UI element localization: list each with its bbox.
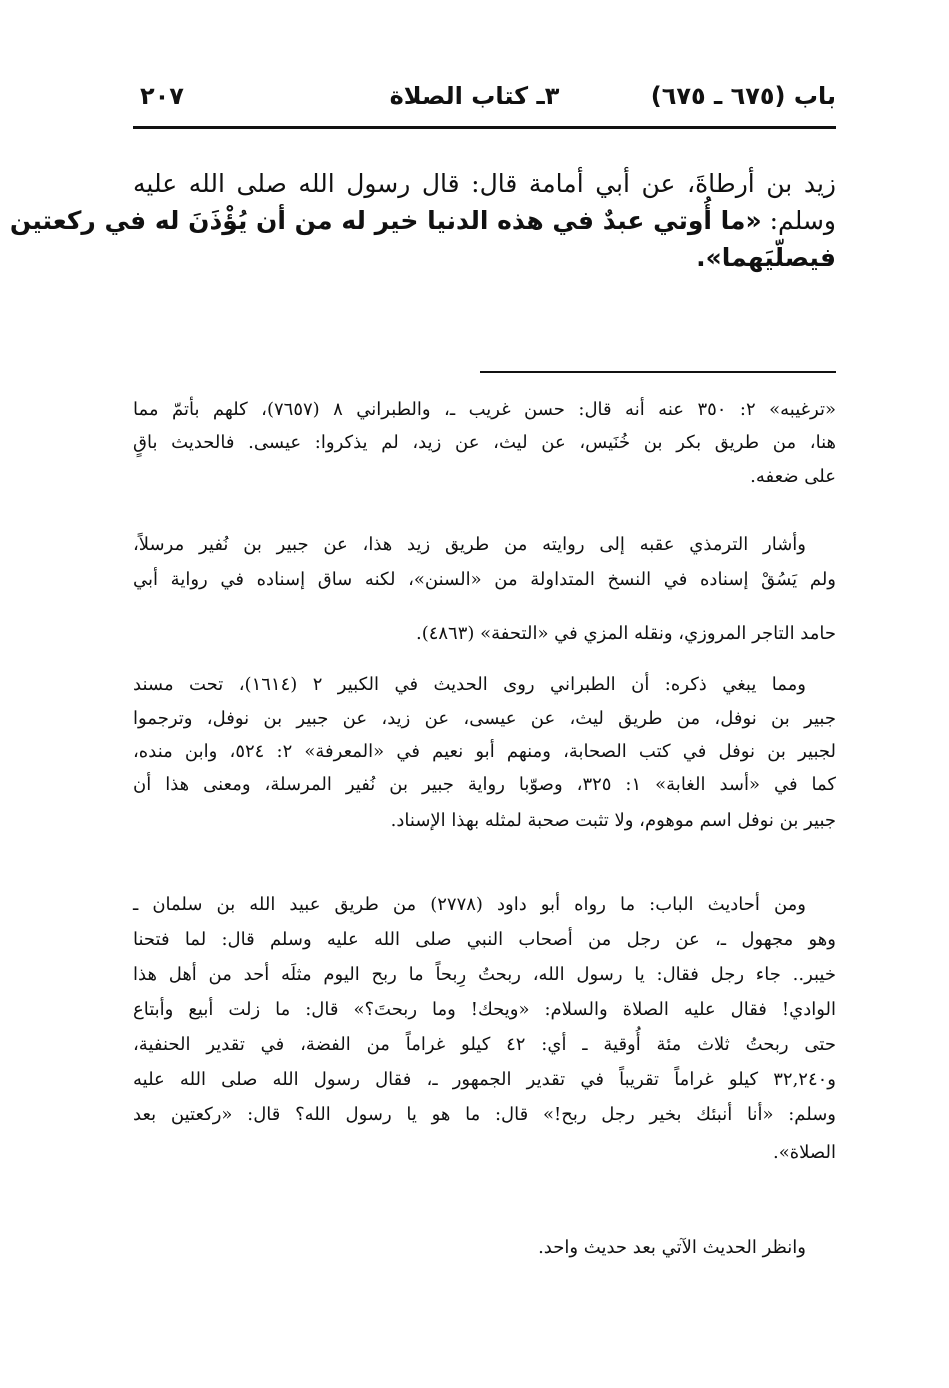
- text-plain: وسلم:: [761, 206, 836, 235]
- main-text-line: [9, 203, 836, 239]
- text-plain: زيد بن أرطاةَ، عن أبي أمامة قال: قال رسول الله صلى الله عليه: [133, 169, 836, 198]
- footnote-line: وانظر الحديث الآتي بعد حديث واحد.: [538, 1237, 806, 1258]
- footnote-line: وهو مجهول ـ، عن رجل من أصحاب النبي صلى الله عليه وسلم قال: لما فتحنا: [133, 929, 836, 950]
- footnote-line: ومما يبغي ذكره: أن الطبراني روى الحديث في الكبير ٢ (١٦١٤)، تحت مسند: [133, 674, 806, 695]
- footnote-line: حتى ربحتُ ثلاث مئة أُوقية ـ أي: ٤٢ كيلو غراماً من الفضة، في تقدير الحنفية،: [133, 1034, 836, 1055]
- book-title: ٣ـ كتاب الصلاة: [389, 82, 560, 110]
- chapter-range: باب (٦٧٥ ـ ٦٧٥): [650, 82, 836, 110]
- footnote-line: خيبر.. جاء رجل فقال: يا رسول الله، ربحتُ رِبحاً ما ربح اليوم مثلَه أحد من أهل هذا: [133, 964, 836, 985]
- text-bold: فيصلّيَهما».: [696, 243, 836, 272]
- header-rule: [133, 126, 836, 129]
- footnote-line: وأشار الترمذي عقبه إلى روايته من طريق زيد هذا، عن جبير بن نُفير مرسلاً،: [133, 534, 806, 555]
- text-bold: «ما أُوتي عبدٌ في هذه الدنيا خير له من أن يُؤْذَنَ له في ركعتين: [9, 206, 762, 235]
- footnote-line: لجبير بن نوفل في كتب الصحابة، ومنهم أبو نعيم في «المعرفة» ٢: ٥٢٤، وابن منده،: [133, 741, 836, 762]
- footnote-line: حامد التاجر المروزي، ونقله المزي في «التحفة» (٤٨٦٣).: [415, 623, 836, 644]
- footnote-line: «ترغيبه» ٢: ٣٥٠ عنه أنه قال: حسن غريب ـ، والطبراني ٨ (٧٦٥٧)، كلهم بأتمّ مما: [133, 399, 836, 420]
- footnote-line: الصلاة».: [773, 1142, 836, 1163]
- footnote-line: على ضعفه.: [750, 466, 836, 487]
- page-number: ٢٠٧: [140, 82, 184, 110]
- main-text-line: [133, 240, 836, 276]
- footnote-line: و٣٢,٢٤٠ كيلو غراماً تقريباً في تقدير الجمهور ـ، فقال رسول الله صلى الله عليه: [133, 1069, 836, 1090]
- footnote-separator: [480, 371, 836, 373]
- footnote-line: الوادي! فقال عليه الصلاة والسلام: «ويحك! وما ربحتَ؟» قال: ما زلت أبيع وأبتاع: [133, 999, 836, 1020]
- footnote-line: وسلم: «أنا أنبئك بخير رجل ربح!» قال: ما هو يا رسول الله؟ قال: «ركعتين بعد: [133, 1104, 836, 1125]
- footnote-line: جبير بن نوفل اسم موهوم، ولا تثبت صحبة لمثله بهذا الإسناد.: [390, 810, 836, 831]
- footnote-line: ولم يَسُقْ إسناده في النسخ المتداولة من «السنن»، لكنه ساق إسناده في رواية أبي: [133, 569, 836, 590]
- footnote-line: كما في «أسد الغابة» ١: ٣٢٥، وصوّبا رواية جبير بن نُفير المرسلة، ومعنى هذا أن: [133, 774, 837, 795]
- footnote-line: ومن أحاديث الباب: ما رواه أبو داود (٢٧٧٨) من طريق عبيد الله بن سلمان ـ: [133, 894, 806, 915]
- footnote-line: هنا، من طريق بكر بن خُنَيس، عن ليث، عن زيد، لم يذكروا: عيسى. فالحديث باقٍ: [133, 432, 836, 453]
- main-text-line: [133, 166, 836, 202]
- footnote-line: جبير بن نوفل، من طريق ليث، عن عيسى، عن زيد، عن جبير بن نوفل، وترجموا: [133, 708, 836, 729]
